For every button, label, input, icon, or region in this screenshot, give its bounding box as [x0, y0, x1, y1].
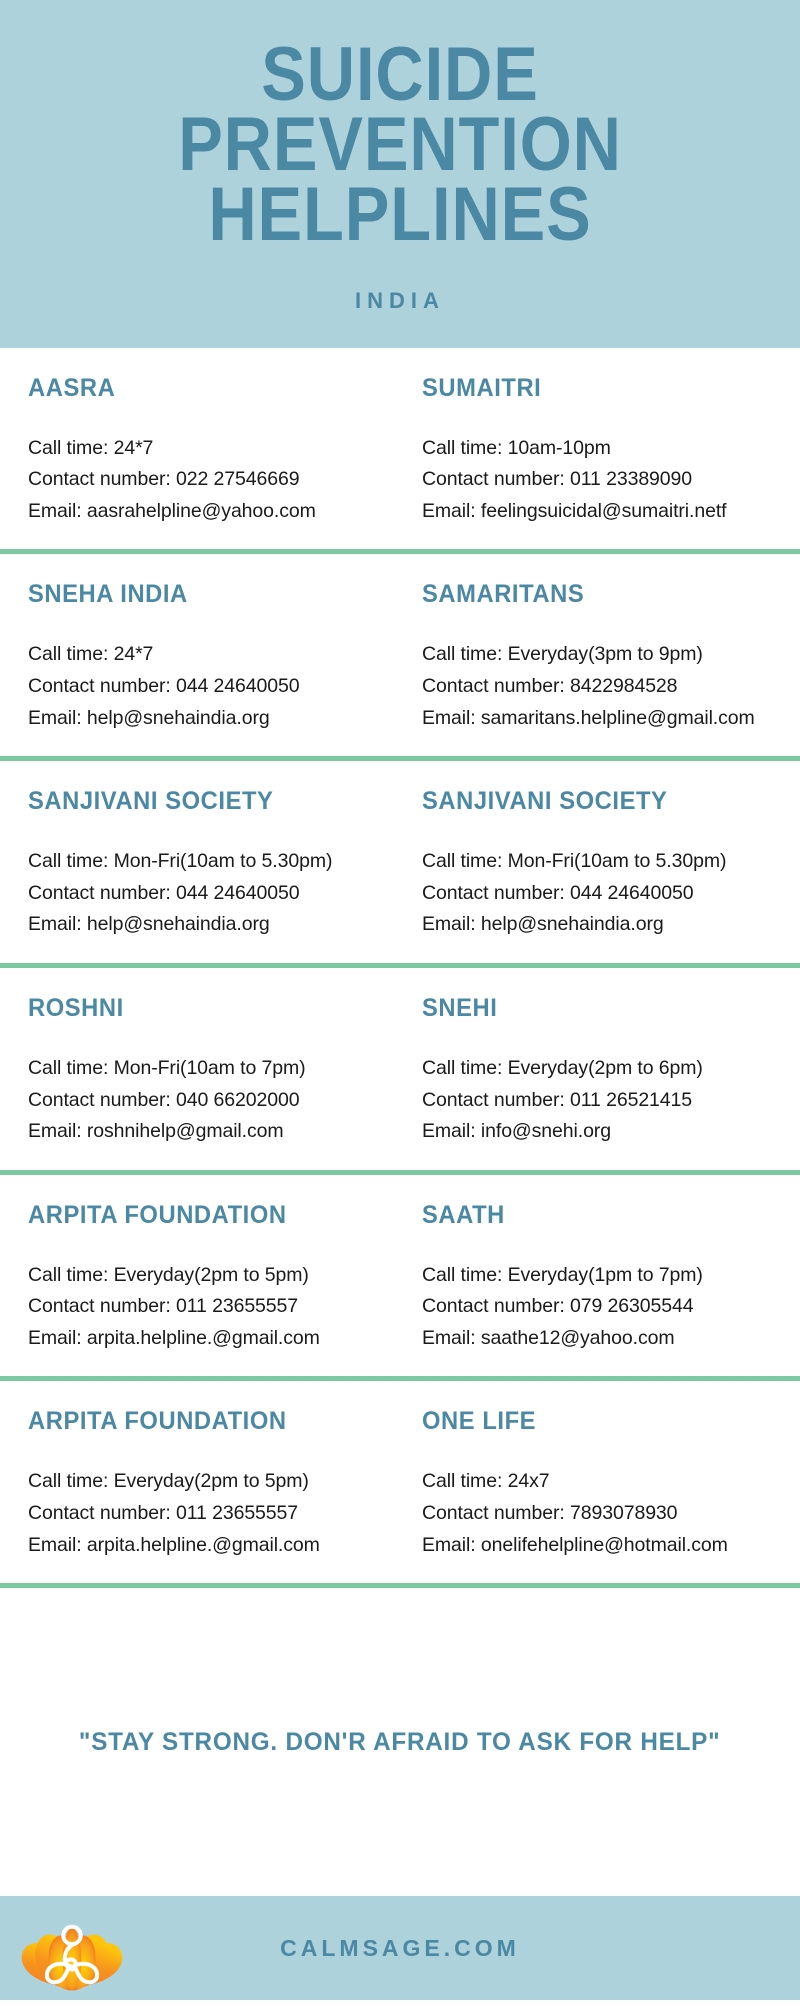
- helpline-call-time: Call time: 24*7: [28, 643, 154, 666]
- helpline-card: [0, 348, 400, 550]
- page-subtitle: INDIA: [355, 287, 445, 313]
- quote-band: [0, 1583, 800, 1896]
- poster-footer: [0, 1896, 800, 2000]
- helpline-card: [0, 761, 400, 963]
- helpline-call-time: Call time: Mon-Fri(10am to 5.30pm): [28, 850, 333, 873]
- helpline-contact-number: Contact number: 044 24640050: [28, 881, 300, 904]
- motivational-quote: "STAY STRONG. DON'R AFRAID TO ASK FOR HELP": [79, 1727, 721, 1756]
- helpline-name: SUMAITRI: [422, 373, 542, 402]
- helpline-call-time: Call time: Everyday(2pm to 5pm): [28, 1263, 309, 1286]
- helpline-email: Email: saathe12@yahoo.com: [422, 1326, 675, 1349]
- helpline-card: [0, 554, 400, 756]
- helpline-name: ONE LIFE: [422, 1407, 537, 1436]
- helpline-call-time: Call time: Everyday(3pm to 9pm): [422, 643, 703, 666]
- helpline-name: SANJIVANI SOCIETY: [422, 787, 668, 816]
- helpline-call-time: Call time: 10am-10pm: [422, 436, 611, 459]
- helpline-card: [0, 968, 400, 1170]
- helpline-email: Email: aasrahelpline@yahoo.com: [28, 499, 316, 522]
- helpline-name: AASRA: [28, 373, 116, 402]
- helpline-card: [400, 761, 800, 963]
- helpline-email: Email: help@snehaindia.org: [28, 913, 270, 936]
- helpline-call-time: Call time: 24x7: [422, 1470, 550, 1493]
- helpline-name: SANJIVANI SOCIETY: [28, 787, 274, 816]
- footer-brand: CALMSAGE.COM: [280, 1934, 520, 1961]
- helpline-name: SNEHA INDIA: [28, 580, 188, 609]
- helpline-email: Email: help@snehaindia.org: [28, 706, 270, 729]
- helpline-email: Email: arpita.helpline.@gmail.com: [28, 1326, 320, 1349]
- helpline-name: SAATH: [422, 1200, 505, 1229]
- lotus-meditation-logo-icon: [14, 1890, 130, 2006]
- helpline-name: ARPITA FOUNDATION: [28, 1407, 287, 1436]
- title-line-2: PREVENTION: [178, 101, 622, 187]
- title-line-3: HELPLINES: [208, 171, 592, 257]
- helpline-email: Email: arpita.helpline.@gmail.com: [28, 1533, 320, 1556]
- helpline-contact-number: Contact number: 8422984528: [422, 675, 678, 698]
- helpline-call-time: Call time: Mon-Fri(10am to 5.30pm): [422, 850, 727, 873]
- helpline-contact-number: Contact number: 011 26521415: [422, 1088, 693, 1111]
- helpline-name: SNEHI: [422, 993, 498, 1022]
- helpline-contact-number: Contact number: 079 26305544: [422, 1295, 694, 1318]
- helpline-card: [0, 1175, 400, 1377]
- title-line-1: SUICIDE: [261, 32, 539, 117]
- helpline-contact-number: Contact number: 040 66202000: [28, 1088, 300, 1111]
- helpline-contact-number: Contact number: 044 24640050: [422, 881, 694, 904]
- helpline-card: [400, 348, 800, 550]
- helpline-card: [400, 968, 800, 1170]
- helpline-row: [0, 963, 800, 1170]
- helpline-row: [0, 1376, 800, 1583]
- helpline-email: Email: info@snehi.org: [422, 1120, 611, 1143]
- helpline-card: [400, 1381, 800, 1583]
- helpline-contact-number: Contact number: 011 23655557: [28, 1501, 299, 1524]
- helpline-card: [0, 1381, 400, 1583]
- helpline-email: Email: feelingsuicidal@sumaitri.netf: [422, 499, 727, 522]
- helpline-row: [0, 549, 800, 756]
- helpline-name: SAMARITANS: [422, 580, 585, 609]
- helpline-call-time: Call time: Everyday(2pm to 6pm): [422, 1056, 703, 1079]
- helpline-email: Email: onelifehelpline@hotmail.com: [422, 1533, 728, 1556]
- helpline-card: [400, 554, 800, 756]
- helpline-row: [0, 756, 800, 963]
- helpline-call-time: Call time: Mon-Fri(10am to 7pm): [28, 1056, 306, 1079]
- helpline-call-time: Call time: 24*7: [28, 436, 154, 459]
- helpline-list: [0, 348, 800, 1583]
- helpline-name: ROSHNI: [28, 993, 124, 1022]
- helpline-card: [400, 1175, 800, 1377]
- page-title: [48, 32, 752, 257]
- helpline-contact-number: Contact number: 7893078930: [422, 1501, 678, 1524]
- helpline-row: [0, 348, 800, 550]
- helpline-row: [0, 1170, 800, 1377]
- helpline-contact-number: Contact number: 011 23389090: [422, 468, 693, 491]
- poster-header: [0, 0, 800, 348]
- helpline-email: Email: help@snehaindia.org: [422, 913, 664, 936]
- helpline-email: Email: samaritans.helpline@gmail.com: [422, 706, 755, 729]
- helpline-name: ARPITA FOUNDATION: [28, 1200, 287, 1229]
- helpline-call-time: Call time: Everyday(2pm to 5pm): [28, 1470, 309, 1493]
- helpline-contact-number: Contact number: 044 24640050: [28, 675, 300, 698]
- helpline-contact-number: Contact number: 022 27546669: [28, 468, 300, 491]
- helpline-call-time: Call time: Everyday(1pm to 7pm): [422, 1263, 703, 1286]
- helpline-contact-number: Contact number: 011 23655557: [28, 1295, 299, 1318]
- helpline-email: Email: roshnihelp@gmail.com: [28, 1120, 284, 1143]
